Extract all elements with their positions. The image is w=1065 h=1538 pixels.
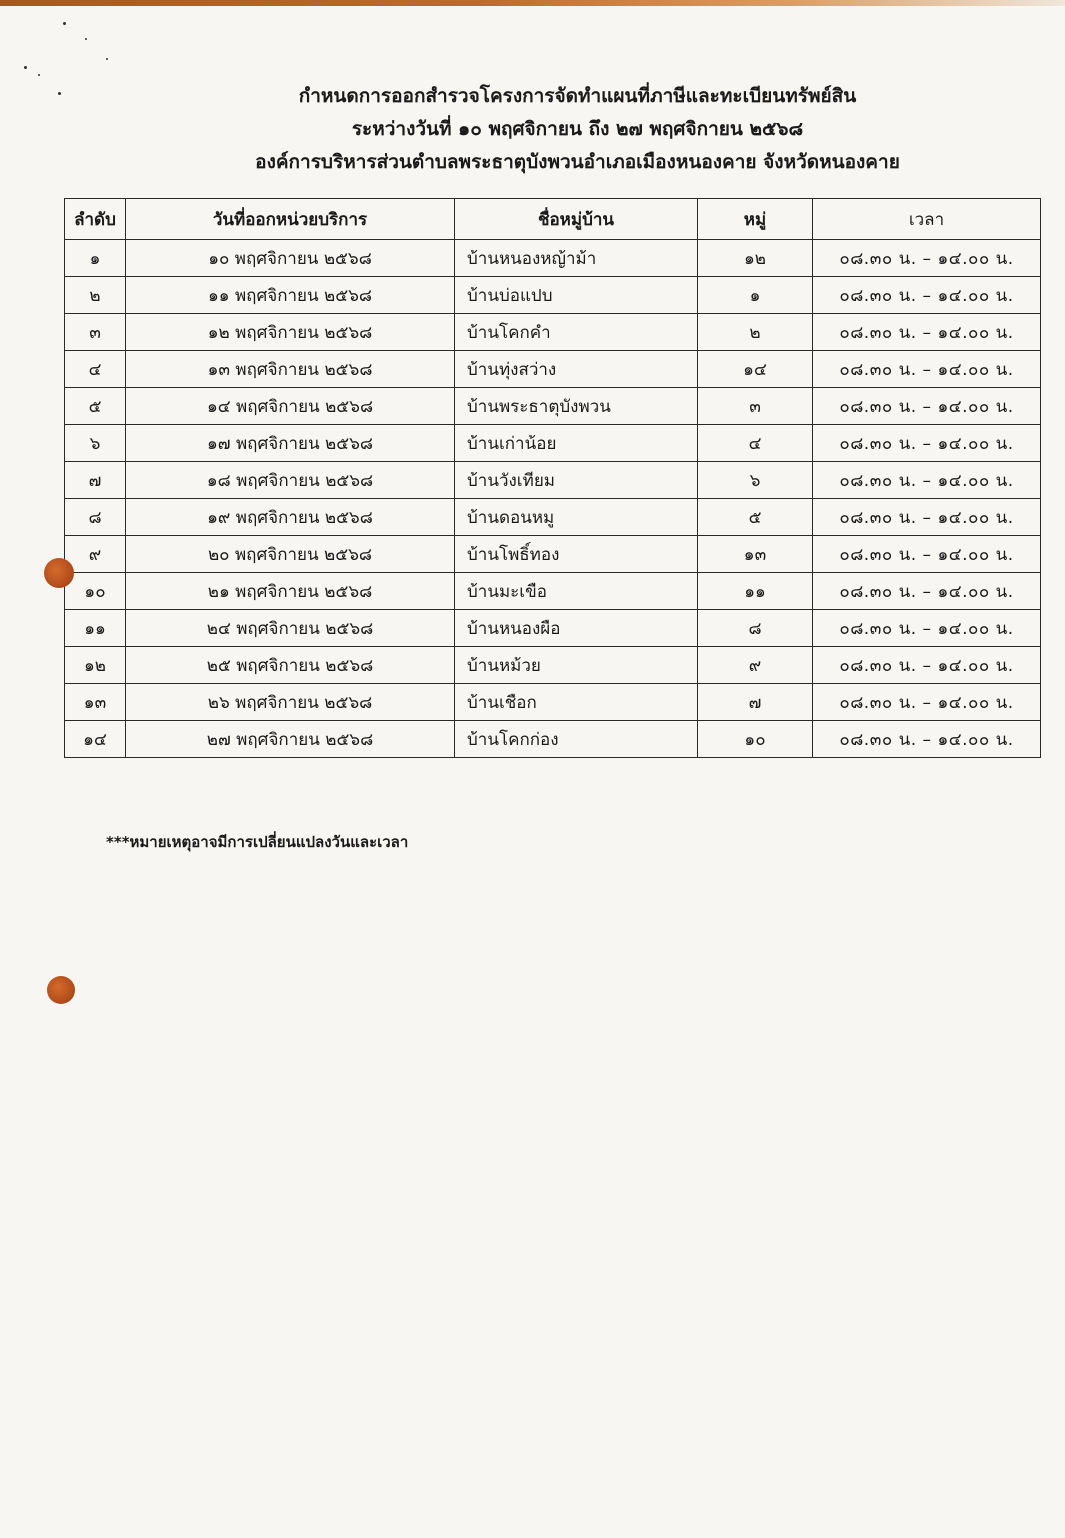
table-row [65,462,1041,499]
cell-no: ๑ [65,240,126,277]
schedule-table [64,198,1041,758]
cell-no: ๑๔ [65,721,126,758]
cell-date: ๒๗ พฤศจิกายน ๒๕๖๘ [126,721,455,758]
table-row [65,499,1041,536]
cell-village: บ้านหม้วย [455,647,698,684]
cell-no: ๘ [65,499,126,536]
cell-village: บ้านวังเทียม [455,462,698,499]
cell-no: ๖ [65,425,126,462]
cell-moo: ๒ [698,314,813,351]
cell-village: บ้านทุ่งสว่าง [455,351,698,388]
cell-moo: ๑๔ [698,351,813,388]
cell-moo: ๑๓ [698,536,813,573]
cell-village: บ้านเก่าน้อย [455,425,698,462]
table-row [65,388,1041,425]
table-row [65,610,1041,647]
cell-no: ๙ [65,536,126,573]
heading-line-3: องค์การบริหารส่วนตำบลพระธาตุบังพวนอำเภอเมืองหนองคาย จังหวัดหนองคาย [255,151,900,173]
cell-date: ๑๓ พฤศจิกายน ๒๕๖๘ [126,351,455,388]
cell-village: บ้านเชือก [455,684,698,721]
paper-stain [47,976,75,1004]
cell-moo: ๑๑ [698,573,813,610]
cell-no: ๑๓ [65,684,126,721]
table-header-row [65,199,1041,240]
table-row [65,240,1041,277]
cell-time: ๐๘.๓๐ น. – ๑๔.๐๐ น. [813,536,1041,573]
cell-village: บ้านหนองหญ้าม้า [455,240,698,277]
cell-time: ๐๘.๓๐ น. – ๑๔.๐๐ น. [813,684,1041,721]
cell-moo: ๖ [698,462,813,499]
cell-moo: ๑๐ [698,721,813,758]
cell-village: บ้านโพธิ์ทอง [455,536,698,573]
table-row [65,351,1041,388]
cell-date: ๒๔ พฤศจิกายน ๒๕๖๘ [126,610,455,647]
paper-top-edge [0,0,1065,6]
cell-village: บ้านบ่อแปบ [455,277,698,314]
heading-line-2: ระหว่างวันที่ ๑๐ พฤศจิกายน ถึง ๒๗ พฤศจิกายน ๒๕๖๘ [351,118,804,140]
cell-moo: ๑๒ [698,240,813,277]
table-row [65,425,1041,462]
cell-village: บ้านพระธาตุบังพวน [455,388,698,425]
header-no: ลำดับ [65,199,126,240]
table-row [65,277,1041,314]
cell-time: ๐๘.๓๐ น. – ๑๔.๐๐ น. [813,277,1041,314]
heading-line-1: กำหนดการออกสำรวจโครงการจัดทำแผนที่ภาษีและทะเบียนทรัพย์สิน [298,85,857,107]
cell-village: บ้านโคกก่อง [455,721,698,758]
cell-no: ๗ [65,462,126,499]
paper-speck [63,22,66,25]
footnote: ***หมายเหตุอาจมีการเปลี่ยนแปลงวันและเวลา [106,833,409,851]
cell-date: ๑๐ พฤศจิกายน ๒๕๖๘ [126,240,455,277]
cell-moo: ๔ [698,425,813,462]
cell-time: ๐๘.๓๐ น. – ๑๔.๐๐ น. [813,573,1041,610]
table-row [65,721,1041,758]
cell-time: ๐๘.๓๐ น. – ๑๔.๐๐ น. [813,425,1041,462]
header-village: ชื่อหมู่บ้าน [455,199,698,240]
document-heading [0,80,1065,179]
cell-date: ๒๑ พฤศจิกายน ๒๕๖๘ [126,573,455,610]
cell-village: บ้านดอนหมู [455,499,698,536]
cell-moo: ๑ [698,277,813,314]
table-row [65,684,1041,721]
cell-date: ๑๗ พฤศจิกายน ๒๕๖๘ [126,425,455,462]
paper-stain [44,558,74,588]
cell-time: ๐๘.๓๐ น. – ๑๔.๐๐ น. [813,314,1041,351]
cell-moo: ๕ [698,499,813,536]
cell-village: บ้านมะเขือ [455,573,698,610]
cell-no: ๔ [65,351,126,388]
header-date: วันที่ออกหน่วยบริการ [126,199,455,240]
cell-date: ๒๖ พฤศจิกายน ๒๕๖๘ [126,684,455,721]
table-row [65,536,1041,573]
paper-speck [85,38,87,40]
cell-no: ๒ [65,277,126,314]
paper-speck [38,74,40,76]
cell-date: ๑๙ พฤศจิกายน ๒๕๖๘ [126,499,455,536]
cell-village: บ้านหนองผือ [455,610,698,647]
cell-time: ๐๘.๓๐ น. – ๑๔.๐๐ น. [813,610,1041,647]
cell-no: ๑๒ [65,647,126,684]
cell-time: ๐๘.๓๐ น. – ๑๔.๐๐ น. [813,351,1041,388]
table-row [65,573,1041,610]
cell-time: ๐๘.๓๐ น. – ๑๔.๐๐ น. [813,647,1041,684]
paper-speck [24,66,27,69]
cell-no: ๑๑ [65,610,126,647]
cell-moo: ๗ [698,684,813,721]
table-row [65,314,1041,351]
cell-moo: ๘ [698,610,813,647]
cell-no: ๓ [65,314,126,351]
cell-time: ๐๘.๓๐ น. – ๑๔.๐๐ น. [813,499,1041,536]
cell-no: ๕ [65,388,126,425]
cell-date: ๒๐ พฤศจิกายน ๒๕๖๘ [126,536,455,573]
cell-date: ๑๘ พฤศจิกายน ๒๕๖๘ [126,462,455,499]
cell-no: ๑๐ [65,573,126,610]
cell-time: ๐๘.๓๐ น. – ๑๔.๐๐ น. [813,721,1041,758]
table-row [65,647,1041,684]
header-moo: หมู่ [698,199,813,240]
cell-time: ๐๘.๓๐ น. – ๑๔.๐๐ น. [813,388,1041,425]
cell-date: ๑๔ พฤศจิกายน ๒๕๖๘ [126,388,455,425]
cell-date: ๑๒ พฤศจิกายน ๒๕๖๘ [126,314,455,351]
cell-date: ๒๕ พฤศจิกายน ๒๕๖๘ [126,647,455,684]
cell-date: ๑๑ พฤศจิกายน ๒๕๖๘ [126,277,455,314]
table-body [65,240,1041,758]
header-time: เวลา [813,199,1041,240]
cell-time: ๐๘.๓๐ น. – ๑๔.๐๐ น. [813,240,1041,277]
cell-time: ๐๘.๓๐ น. – ๑๔.๐๐ น. [813,462,1041,499]
paper-speck [106,58,108,60]
cell-moo: ๙ [698,647,813,684]
cell-village: บ้านโคกคำ [455,314,698,351]
cell-moo: ๓ [698,388,813,425]
